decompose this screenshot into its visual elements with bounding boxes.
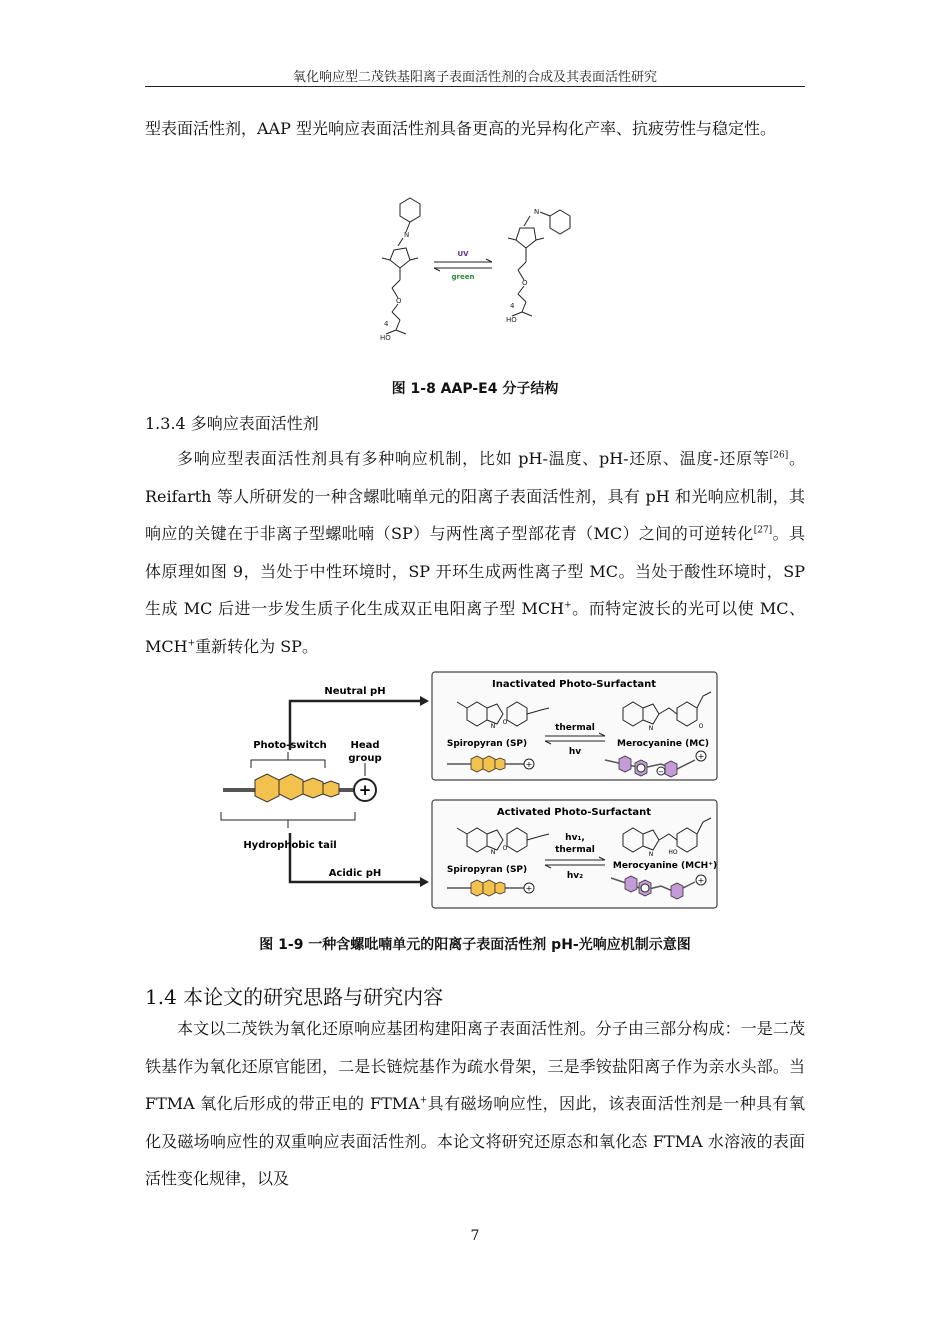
paragraph-2-part1: 多响应型表面活性剂具有多种响应机制，比如 pH-温度、pH-还原、温度-还原等 [177, 449, 770, 468]
uv-label: UV [457, 250, 469, 258]
figure-1-9-caption: 图 1-9 一种含螺吡喃单元的阳离子表面活性剂 pH-光响应机制示意图 [259, 937, 691, 953]
sp-n-bottom: N [490, 849, 496, 856]
thermal-label-top: thermal [555, 723, 595, 733]
header-rule [145, 86, 805, 87]
ho-right: HO [506, 316, 517, 324]
paragraph-2-part4: 。而特定波长的光可以使 MC、MCH [145, 599, 805, 656]
thermal-label-bottom: thermal [555, 845, 595, 855]
phenyl-ring-left [400, 198, 420, 222]
hydrophobic-tail-label: Hydrophobic tail [243, 840, 337, 851]
azo-n-right: N [534, 208, 540, 216]
paragraph-3-part2: 具有磁场响应性，因此，该表面活性剂是一种具有氧化及磁场响应性的双重响应表面活性剂。本论文将研究还原态和氧化态 FTMA 水溶液的表面活性变化规律，以及 [145, 1094, 805, 1188]
acidic-arrowhead [420, 877, 429, 887]
sp-o-top: O [502, 719, 508, 726]
mc-o-top: O [698, 723, 704, 730]
mc-label-top: Merocyanine (MC) [617, 739, 709, 749]
superscript-plus-ftma: + [419, 1095, 428, 1106]
paragraph-2-part3: 。具体原理如图 9，当处于中性环境时，SP 开环生成两性离子型 MC。当处于酸性环境时，SP 生成 MC 后进一步发生质子化生成双正电阳离子型 MCH [145, 524, 805, 618]
paragraph-1 [145, 110, 805, 148]
head-group-plus: + [358, 781, 372, 799]
figure-1-8-caption: 图 1-8 AAP-E4 分子结构 [391, 381, 559, 397]
photo-switch-rings [255, 774, 339, 802]
mch-ho-bottom: HO [668, 849, 678, 856]
superscript-plus-1: + [564, 600, 572, 611]
head-group-label-line2: group [348, 753, 382, 764]
mch-n-bottom: N [648, 851, 654, 858]
mc-mini-plus-circle-top [637, 764, 645, 772]
ether-o-left: O [396, 297, 402, 305]
figure-1-9-diagram [215, 668, 725, 913]
ho-left: HO [380, 334, 391, 342]
section-1-4-heading: 1.4 本论文的研究思路与研究内容 [145, 985, 444, 1009]
pyrazole-ring-right [516, 228, 536, 248]
hv-label-top: hv [568, 747, 582, 757]
inactivated-title: Inactivated Photo-Surfactant [491, 679, 657, 690]
sp-mini-rings-top [471, 756, 505, 772]
sp-mini-plus-bottom: + [525, 884, 533, 893]
figure-1-8-structure [370, 188, 580, 348]
ether-o-right: O [522, 279, 528, 287]
paragraph-2-part2: 。Reifarth 等人所研发的一种含螺吡喃单元的阳离子表面活性剂，具有 pH 和光响应机制，其响应的关键在于非离子型螺吡喃（SP）与两性离子型部花青（MC）之间的可逆转化 [145, 449, 805, 543]
neutral-arrowhead [420, 696, 429, 706]
ref-27: [27] [753, 525, 773, 536]
paragraph-2-part5: 重新转化为 SP。 [195, 636, 318, 656]
mc-mini-minus-top: − [658, 768, 664, 776]
superscript-plus-2: + [187, 638, 196, 649]
mc-mini-plus-top: + [697, 752, 705, 761]
mc-n-top: N [648, 725, 654, 732]
sp-mini-rings-bottom [471, 880, 505, 896]
photo-switch-label: Photo-switch [253, 740, 327, 751]
paragraph-1-text: 型表面活性剂，AAP 型光响应表面活性剂具备更高的光异构化产率、抗疲劳性与稳定性。 [145, 119, 776, 138]
tail-bracket [221, 812, 355, 820]
activated-title: Activated Photo-Surfactant [496, 807, 652, 818]
sp-mini-plus-top: + [525, 760, 533, 769]
neutral-ph-label: Neutral pH [324, 686, 386, 697]
mch-mini-plus-bottom: + [697, 876, 705, 885]
repeat-4-left: 4 [384, 320, 389, 328]
ref-26: [26] [769, 450, 789, 461]
repeat-4-right: 4 [510, 302, 515, 310]
sp-o-bottom: O [502, 845, 508, 852]
paragraph-2 [145, 440, 805, 665]
paragraph-3-part1: 本文以二茂铁为氧化还原响应基团构建阳离子表面活性剂。分子由三部分构成：一是二茂铁基作为氧化还原官能团，二是长链烷基作为疏水骨架，三是季铵盐阳离子作为亲水头部。当 FTMA 氧化后形成的带正电的 FTMA [145, 1019, 805, 1113]
photo-switch-bracket [251, 760, 325, 768]
acidic-ph-label: Acidic pH [328, 868, 382, 879]
sp-label-bottom: Spiropyran (SP) [446, 865, 528, 875]
mch-mini-plus-circle-bottom [641, 884, 649, 892]
hv1-label-bottom: hv₁, [565, 833, 585, 843]
hv2-label-bottom: hv₂ [566, 871, 584, 881]
head-group-label-line1: Head [350, 740, 380, 751]
page-number: 7 [470, 1228, 480, 1244]
sp-label-top: Spiropyran (SP) [446, 739, 528, 749]
running-header: 氧化响应型二茂铁基阳离子表面活性剂的合成及其表面活性研究 [292, 70, 657, 85]
pyrazole-ring-left [390, 248, 410, 268]
mch-label-bottom: Merocyanine (MCH⁺) [612, 861, 718, 871]
paragraph-3 [145, 1010, 805, 1198]
phenyl-ring-right [550, 210, 570, 234]
section-1-3-4-heading: 1.3.4 多响应表面活性剂 [145, 414, 319, 433]
green-label: green [451, 273, 475, 281]
sp-n-top: N [490, 723, 496, 730]
azo-n-left: N [404, 231, 410, 239]
